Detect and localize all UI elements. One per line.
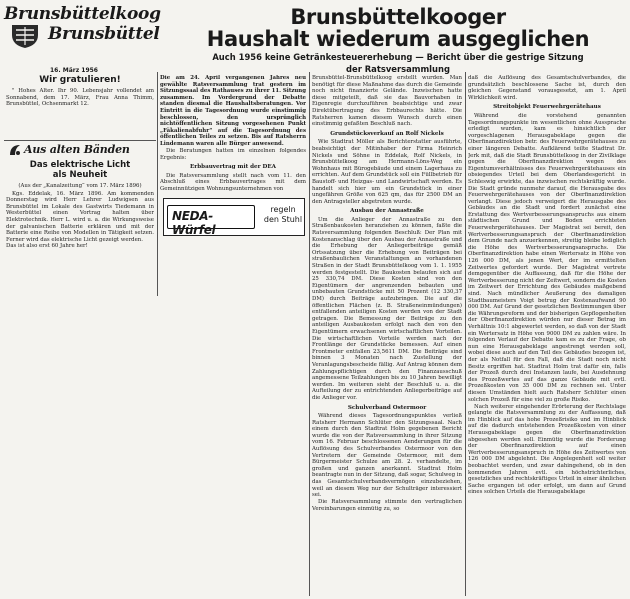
neda-slogan [262, 205, 304, 225]
subheading-annastrasse: Ausbau der Annastraße [350, 208, 424, 215]
article-intro-2: Die Beratungen hatten im einzelnen folgendes Ergebnis: [160, 148, 306, 161]
masthead-title-1: Brunsbüttelkoog [4, 4, 161, 24]
masthead-title-2: Brunsbüttel [48, 24, 160, 44]
licht-headline-line-1: Das elektrische Licht [29, 160, 131, 170]
column4-para-1: daß die Auflösung des Gesamtschulverbandes, die grundsätzlich beschlossene Sache ist, durch den gleichen Gegenstand vorausgesetzt, am 1. April Wirklichkeit wird. [468, 75, 626, 101]
neda-brand-box [167, 205, 255, 237]
column3-para-1: Brunsbüttel-Brunsbüttelkoog erstellt wurden. Man benötigt für diese Maßnahme das durch die Gemeinde noch nicht finanzierte Gelände. Inzwischen hatte diese mitgeteilt, daß sie das Bauvorhaben in Eigenregie durchzuführen beabsichtige und zwar Direktübertragung des Erbbaurechts hätte. Die Ratsherren kamen diesem Wunsch durch einen einstimmig gefaßten Beschluß nach. [312, 75, 462, 128]
licht-source: (Aus der „Kanalzeitung“ vom 17. März 1896) [18, 183, 142, 189]
column-4 [468, 75, 626, 595]
column-intro [160, 75, 306, 195]
column3-para-2: Wie Stadtrat Möller als Berichterstatter ausführte, beabsichtigt der Mitinhaber der Firma Heinrich Nickels und Söhne in Eddelak, Rolf Nickels, in Brunsbüttelkoog am Hermann-Löns-Weg ein Wohnhaus mit Bürogebäude und einem Lagerhaus zu errichten. Auf dem Grundstück soll ein Füllbetrieb für Baustoff- und Heizgas- und Landwirtschaft werden. Es handelt sich hier um ein Grundstück in einer ungefähren Größe von 625 qm, das für 2500 DM an den Antragsteller abgetreten wurde. [312, 139, 462, 205]
ornament-icon [8, 143, 22, 157]
neda-slogan-line-1: regeln [270, 205, 296, 214]
column-rule [465, 72, 466, 596]
subheadline-line-1: Auch 1956 keine Getränkesteuererhebung — Bericht über die gestrige Sitzung [212, 52, 584, 62]
column4-para-3: Nach weiterer eingehender Erörterung der Rechtslage gelangte die Ratsversammlung zu der Auffassung, daß im Hinblick auf das hohe Prozeßrisiko und im Hinblick auf die dadurch entstehenden Prozeßkosten von einer Herausgabeklage gegen die Oberfinanzdirektion abgesehen werden soll. Einmütig wurde die Forderung der Oberfinanzdirektion auf einen Wertverbesserungsanspruch in Höhe des Zeitwertes von 126 000 DM abgelehnt. Die Angelegenheit soll weiter beobachtet werden, und zwar dahingehend, ob in den kommenden Jahren evtl. ein höchstrichterliches, gesetzliches und rechtskräftiges Urteil in einer ähnlichen Sache ergangen ist oder erfolgt, um dann auf Grund eines solchen Urteils die Herausgabeklage [468, 403, 626, 496]
aus-alten-baenden-banner [8, 142, 148, 158]
subheading-grundstuecksverkauf: Grundstücksverkauf an Rolf Nickels [330, 130, 444, 137]
subheading-feuerwehrgeraetehaus: Streitobjekt Feuerwehrgerätehaus [493, 104, 601, 111]
neda-slogan-line-2: den Stuhl [263, 215, 303, 224]
column4-para-2: Während die vorstehend genannten Tagesordnungspunkte im wesentlichen ohne Aussprache erledigt wurden, kam es hinsichtlich der vorgeschlagenen Herausgabeklage gegen die Oberfinanzdirektion betr. des Feuerwehrgerätehauses zu einer längeren Debatte. Aufklärend teilte Stadtrat Dr. Jerk mit, daß die Stadt Brunsbüttelkoog in der Zivilklage gegen die Oberfinanzdirektion wegen des Eigentumsverhältnisses des Feuerwehrgerätehauses ein obsiegendes Urteil bei dem Oberlandesgericht in Schleswig erwirkte, das inzwischen rechtskräftig wurde. Die Stadt gründe nunmehr darauf, die Herausgabe des Feuerwehrgerätehauses von der Oberfinanzdirektion verlangt. Diese jedoch verweigert die Herausgabe des Gebäudes an die Stadt und fordert zunächst eine Erstattung des Wertverbesserungsanspruchs aus einem städtischen Grund und Boden errichteten Feuerwehrgerätehauses. Der Magistrat sei bereit, den Wertverbesserungsanspruch der Oberfinanzdirektion dem Grunde nach anzuerkennen, streitig bleibe lediglich die Höhe des Wertverbesserungsanspruchs. Die Oberfinanzdirektion habe einen Wertersatz in Höhe von 126 000 DM, als jenen Wert, der im ermittelten Zeitwertes gefordert wurde. Der Magistrat vertrete demgegenüber die Auffassung, daß für die Höhe der Wertverbesserung nicht der Zeitwert, sondern die Kosten im Zeitwert der Errichtung des Gebäudes maßgebend sind. Nach mündlicher Aeußerung des damaligen Stadtbaumeisters Voigt betrug der Kostenaufwand 90 000 DM. Auf Grund der gesetzlichen Bestimmungen über die Währungsreform und der bisherigen Gepflogenheiten der Oberfinanzdirektion würden nur dieser Betrag im Verhältnis 10:1 abgewertet werden, so daß von der Stadt ein Wertersatz in Höhe von 9000 DM zu zahlen wäre. In folgenden Verlauf der Debatte kam es zu der Frage, ob nun eine Herausgabeklage angestrengt werden soll, wobei diese auch auf den Teil des Gebäudes bezogen ist, der als Notfall für den Fall, daß die Stadt noch nicht Besitz ergriffen hat. Stadtrat Holm trat dafür ein, falls der Prozeß durch drei Instanzen laufe, bei Ausdehnung des Prozeßwertes auf das ganze Gebäude mit evtl. Prozeßkosten von 35 000 DM zu rechnen sei. Unter diesen Umständen hielt auch Ratsherr Schlüter einen solchen Prozeß für eine viel zu große Risiko. [468, 112, 626, 403]
issue-date: 16. März 1956 [50, 67, 98, 74]
subheading-erbbauvertrag: Erbbauvertrag mit der DEA [190, 164, 276, 171]
coat-of-arms-icon [10, 23, 40, 49]
gratulation-text: " Hohes Alter. Ihr 90. Lebensjahr vollendet am Sonnabend, dem 17. März, Frau Anna Thimm, Brunsbüttel, Ochsenmarkt 12. [6, 88, 154, 108]
column-rule [157, 72, 158, 296]
licht-article [6, 183, 154, 273]
section-rule [4, 140, 156, 141]
column3-para-5: Die Ratsversammlung stimmte den vertraglichen Vereinbarungen einmütig zu, so [312, 499, 462, 512]
licht-headline-line-2: als Neuheit [52, 170, 108, 180]
erbbauvertrag-text: Die Ratsversammlung stellt nach vom 11. den Abschluß eines Erbbauvertrages mit dem Gemeinnützigen Wohnungsunternehmen von [160, 172, 306, 192]
column3-para-4: Während dieses Tagesordnungspunktes verließ Ratsherr Hermann Schlüter den Sitzungssaal. Nach einem durch den Stadtrat Holm gegebenen Bericht wurde die von der Ratsversammlung in ihrer Sitzung vom 16. Februar beschlossenen Aenderungen für die Auflösung des Schulverbandes Ostermoor von den Vertretern der Gemeinde Ostermoor, mit dem Bürgermeister Schulze am 28. 2. verhandelte, im großen und ganzen anerkannt. Stadtrat Holm beantragte nun in der Sitzung, daß sogar, Schulweg in das Gesamtschulverbandsvermögen einzubeziehen, weil an diesem Weg nur der Schulträger interessiert sei. [312, 413, 462, 499]
neda-advertisement [163, 198, 305, 236]
neda-brand-name: NEDA-Würfel [172, 209, 216, 237]
column-3 [312, 75, 462, 595]
licht-headline [6, 160, 154, 180]
masthead [4, 4, 161, 66]
main-headline [168, 6, 628, 74]
column-gratulation [6, 75, 154, 139]
gratulation-heading: Wir gratulieren! [39, 75, 121, 85]
column-rule [309, 72, 310, 596]
licht-body-text: Kgs. Eddelak, 16. März 1896. Am kommenden Donnerstag wird Herr Lehrer Ludwigsen aus Brunsbüttel im Lokale des Gastwirts Tiedemann in Westerbüttel einen Vortrag halten über Elektrotechnik. Herr L. wird u. a. die Wirkungsweise der galvanischen Batterie erklären und mit der Batterie eine Reihe von Modellen in Tätigkeit setzen. Ferner wird das elektrische Licht gezeigt werden. [6, 190, 154, 243]
subheading-schulverband: Schulverband Ostermoor [347, 404, 427, 411]
column3-para-3: Um die Anlieger der Annastraße zu den Straßenbaukosten heranziehen zu können, faßte die Ratsversammlung folgenden Beschluß: Der Plan mit Kostenanschlag über den Ausbau der Annastraße und die Erhebung der Anliegerbeiträge gemäß Ortssatzung über die Erhebung von Beiträgen bei straßenbaulichen Veranstaltungen an vorhandenen Straßen in der Stadt Brunsbüttelkoog vom 1. 1. 1955 werden festgestellt. Die Baukosten belaufen sich auf 25 330,74 DM. Diese Kosten sind von den Eigentümern der angrenzenden bebauten und unbebauten Grundstücke mit 50 Prozent (12 330,37 DM) durch Beiträge aufzubringen. Die auf die öffentlichen Flächen (z. B. Straßeneinmündungen) entfallenden anteiligen Kosten werden von der Stadt getragen. Die Bemessung der Beiträge zu den anteiligen Ausbaukosten erfolgt nach den von den Eigentümern erwachsenen wirtschaftlichen Vorteilen. Die wirtschaftlichen Vorteile werden nach der Frontlänge der Grundstücke bemessen. Auf einen Frontmeter entfallen 23,5611 DM. Die Beiträge sind binnen 3 Monaten nach Zustellung der Veranlagungsbescheide fällig. Auf Antrag können dem Zahlungspflichtigen durch den Finanzausschuß angemessene Teilzahlungen bis zu 10 Jahren bewilligt werden. Im weiteren sieht der Beschluß u. a. die Aufteilung der zu entrichtenden Anliegerbeiträge auf die Anlieger vor. [312, 216, 462, 401]
licht-closing: Das ist also erst 60 Jahre her! [6, 243, 88, 250]
article-intro: Die am 24. April vergangenen Jahres neu gewählte Ratsversammlung trat gestern im Sitzungssaal des Rathauses zu ihrer 11. Sitzung zusammen. Im Vordergrund der Debatte standen diesmal die Haushaltsberatungen. Vor Eintritt in die Tagesordnung wurde einstimmig beschlossen, den ursprünglich nichtöffentlichen Sitzung vorgesehenen Punkt „Fäkalienabfuhr“ auf die Tagesordnung des öffentlichen Teiles zu setzen. Bis auf Ratsherrn Lindemann waren alle Bürger anwesend. [160, 75, 306, 147]
headline-line-1: Brunsbüttelkooger [290, 5, 506, 29]
subheadline-line-2: der Ratsversammlung [346, 64, 450, 74]
aus-alten-baenden-title: Aus alten Bänden [24, 143, 130, 156]
headline-line-2: Haushalt wiederum ausgeglichen [206, 27, 590, 51]
